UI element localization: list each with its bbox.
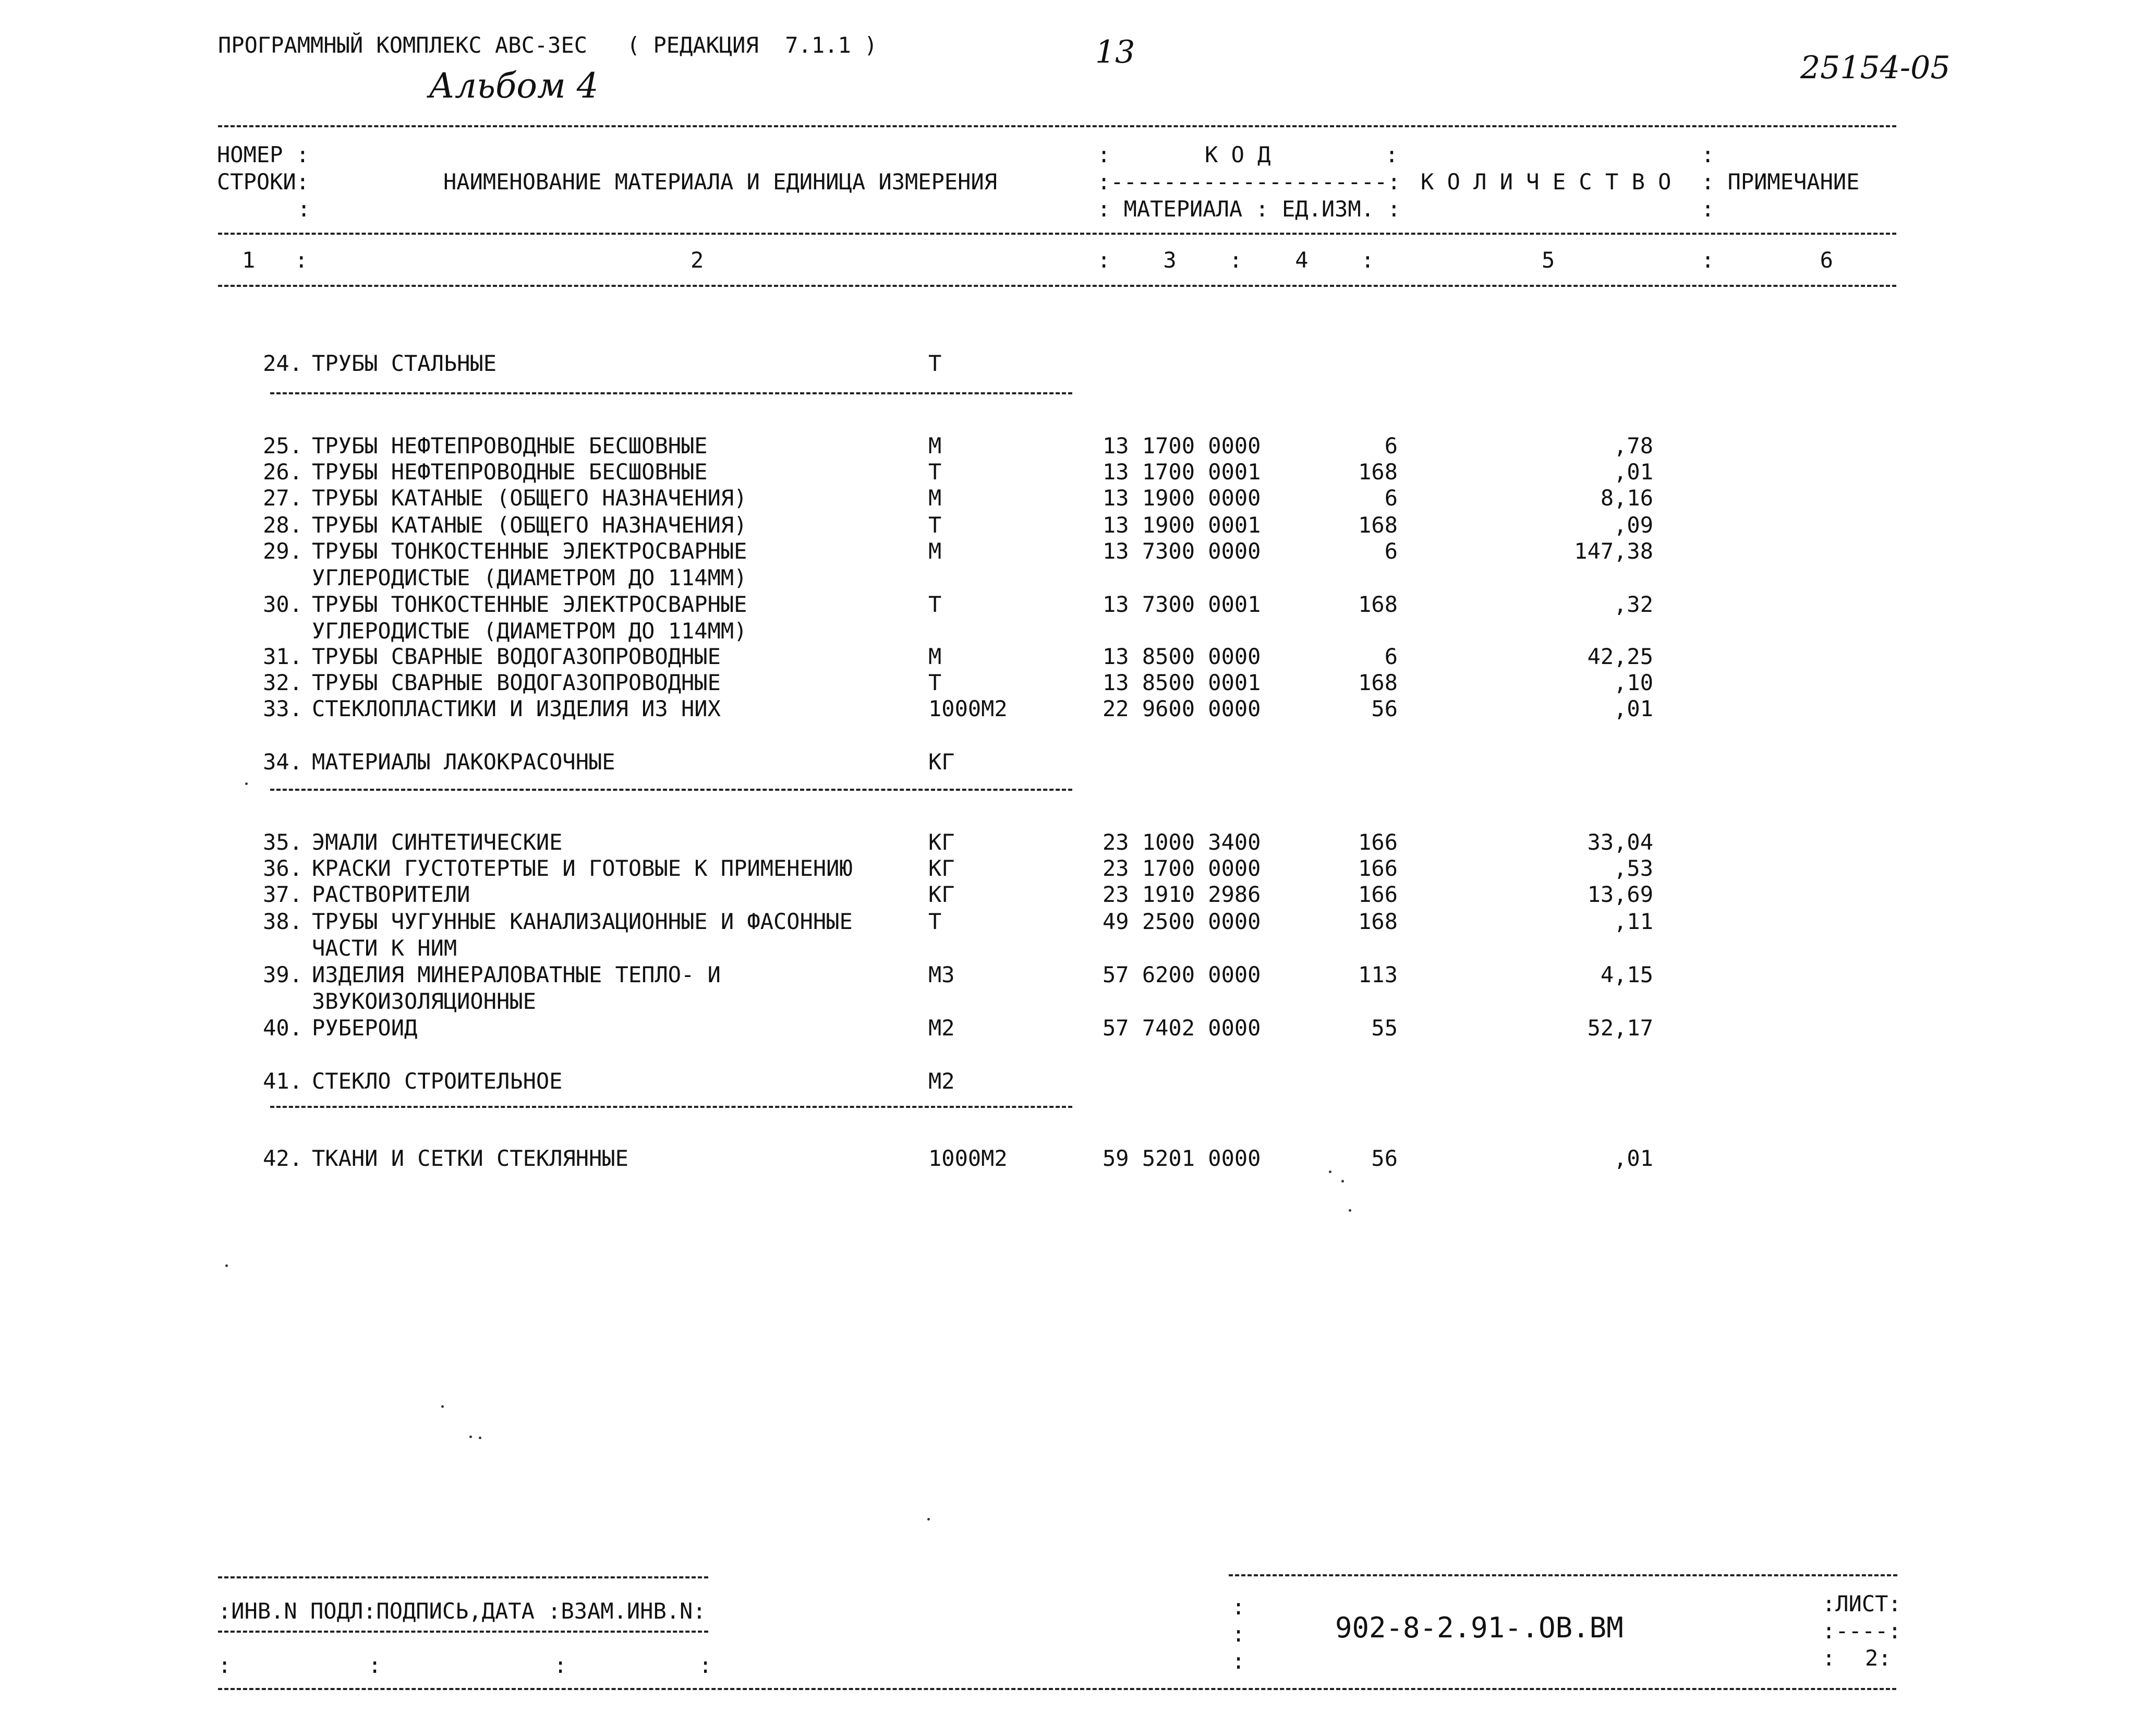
row-unit: КГ [928, 749, 955, 775]
scan-speck [441, 1405, 444, 1408]
scan-speck [479, 1437, 481, 1439]
footer-mid-sep-1: : [1232, 1594, 1245, 1620]
scan-speck [927, 1518, 930, 1521]
row-name: ТРУБЫ НЕФТЕПРОВОДНЫЕ БЕСШОВНЫЕ [312, 459, 708, 485]
row-unit: М [928, 538, 942, 564]
footer-bottom-rule [218, 1688, 1896, 1690]
row-material-code: 22 9600 0000 [1103, 696, 1261, 721]
row-name: ТРУБЫ СВАРНЫЕ ВОДОГАЗОПРОВОДНЫЕ [312, 644, 721, 669]
header-col2: НАИМЕНОВАНИЕ МАТЕРИАЛА И ЕДИНИЦА ИЗМЕРЕНИЯ [443, 169, 998, 195]
row-material-code: 13 8500 0001 [1103, 670, 1261, 695]
row-unit: КГ [928, 855, 955, 881]
row-unit-code: 56 [1371, 1145, 1398, 1171]
sheet-line: :----: [1822, 1618, 1901, 1644]
header-rule-bottom [218, 285, 1896, 287]
row-material-code: 23 1910 2986 [1103, 882, 1261, 907]
row-number: 28. [263, 512, 302, 538]
row-unit-code: 6 [1384, 485, 1398, 511]
group-rule-34 [270, 789, 1072, 791]
row-number: 29. [263, 538, 302, 564]
row-name: ТРУБЫ ЧУГУННЫЕ КАНАЛИЗАЦИОННЫЕ И ФАСОННЫЕ [312, 909, 853, 934]
sheet-prefix: : [1822, 1645, 1836, 1671]
colnum-1: 1 : [242, 247, 308, 273]
header-note: : ПРИМЕЧАНИЕ [1701, 169, 1860, 195]
row-unit: Т [928, 512, 942, 538]
row-unit-code: 166 [1358, 855, 1398, 881]
row-quantity: ,10 [1614, 670, 1653, 695]
row-number: 35. [263, 829, 302, 855]
row-material-code: 13 7300 0000 [1103, 538, 1261, 564]
row-number: 41. [263, 1068, 302, 1094]
footer-left-labels: :ИНВ.N ПОДЛ:ПОДПИСЬ,ДАТА :ВЗАМ.ИНВ.N: [218, 1598, 706, 1624]
header-sep-c1: : [1385, 142, 1399, 167]
row-name-continued: УГЛЕРОДИСТЫЕ (ДИАМЕТРОМ ДО 114ММ) [312, 618, 747, 644]
row-number: 39. [263, 962, 302, 987]
row-unit-code: 166 [1358, 882, 1398, 907]
sheet-number: 2: [1865, 1645, 1892, 1671]
row-material-code: 57 6200 0000 [1103, 962, 1261, 987]
row-quantity: ,78 [1614, 433, 1653, 459]
footer-left-sep-2: : [368, 1652, 382, 1678]
row-name: ТРУБЫ ТОНКОСТЕННЫЕ ЭЛЕКТРОСВАРНЫЕ [312, 538, 747, 564]
row-unit: М [928, 644, 942, 669]
row-material-code: 13 8500 0000 [1103, 644, 1261, 669]
footer-left-sep-3: : [554, 1652, 567, 1678]
row-name: КРАСКИ ГУСТОТЕРТЫЕ И ГОТОВЫЕ К ПРИМЕНЕНИЮ [312, 855, 853, 881]
group-rule-41 [270, 1106, 1072, 1108]
colnum-3-4: : 3 : 4 : [1097, 247, 1375, 273]
row-unit-code: 6 [1384, 644, 1398, 669]
row-material-code: 13 1900 0001 [1103, 512, 1261, 538]
row-number: 33. [263, 696, 302, 721]
row-unit-code: 168 [1358, 512, 1398, 538]
row-unit-code: 6 [1384, 538, 1398, 564]
page-number: 13 [1095, 34, 1135, 70]
row-unit-code: 166 [1358, 829, 1398, 855]
header-sep-b1: : [1701, 142, 1715, 167]
scan-speck [469, 1436, 472, 1438]
row-quantity: ,09 [1614, 512, 1653, 538]
row-number: 26. [263, 459, 302, 485]
row-name: РУБЕРОИД [312, 1015, 418, 1041]
row-unit: 1000М2 [928, 696, 1008, 721]
row-number: 42. [263, 1145, 302, 1171]
row-quantity: ,01 [1614, 459, 1653, 485]
footer-left-rule-2 [218, 1631, 708, 1633]
colnum-5: 5 [1542, 247, 1555, 273]
row-unit: Т [928, 670, 942, 695]
row-number: 40. [263, 1015, 302, 1041]
row-name: ТРУБЫ КАТАНЫЕ (ОБЩЕГО НАЗНАЧЕНИЯ) [312, 485, 747, 511]
row-name: ТКАНИ И СЕТКИ СТЕКЛЯННЫЕ [312, 1145, 628, 1171]
row-unit-code: 168 [1358, 670, 1398, 695]
row-quantity: 8,16 [1600, 485, 1653, 511]
row-material-code: 13 1900 0000 [1103, 485, 1261, 511]
row-material-code: 57 7402 0000 [1103, 1015, 1261, 1041]
row-unit-code: 6 [1384, 433, 1398, 459]
group-rule-24 [270, 392, 1072, 394]
row-name: СТЕКЛОПЛАСТИКИ И ИЗДЕЛИЯ ИЗ НИХ [312, 696, 721, 721]
row-unit-code: 168 [1358, 909, 1398, 934]
footer-mid-sep-2: : [1232, 1621, 1245, 1647]
row-number: 27. [263, 485, 302, 511]
row-quantity: 13,69 [1587, 882, 1653, 907]
row-unit: М2 [928, 1015, 955, 1041]
row-quantity: ,11 [1614, 909, 1653, 934]
row-unit: М [928, 433, 942, 459]
row-name: РАСТВОРИТЕЛИ [312, 882, 470, 907]
row-name: ТРУБЫ КАТАНЫЕ (ОБЩЕГО НАЗНАЧЕНИЯ) [312, 512, 747, 538]
header-col1-line2: СТРОКИ: [217, 169, 310, 195]
row-unit-code: 168 [1358, 592, 1398, 617]
scan-speck [1329, 1171, 1331, 1173]
row-name: СТЕКЛО СТРОИТЕЛЬНОЕ [312, 1068, 563, 1094]
footer-right-rule-top [1229, 1574, 1897, 1576]
header-sep-b3: : [1701, 196, 1715, 222]
row-name: ЭМАЛИ СИНТЕТИЧЕСКИЕ [312, 829, 563, 855]
sheet-label: :ЛИСТ: [1822, 1591, 1901, 1617]
row-unit: 1000М2 [928, 1145, 1008, 1171]
header-qty: К О Л И Ч Е С Т В О [1421, 169, 1671, 195]
footer-left-sep-4: : [699, 1652, 712, 1678]
row-material-code: 13 7300 0001 [1103, 592, 1261, 617]
row-unit: Т [928, 351, 942, 376]
row-name: МАТЕРИАЛЫ ЛАКОКРАСОЧНЫЕ [312, 749, 615, 775]
row-number: 31. [263, 644, 302, 669]
row-unit: Т [928, 909, 942, 934]
footer-left-sep-1: : [218, 1652, 232, 1678]
row-material-code: 59 5201 0000 [1103, 1145, 1261, 1171]
program-title: ПРОГРАММНЫЙ КОМПЛЕКС АВС-ЗЕС ( РЕДАКЦИЯ 7.1.1 ) [218, 32, 878, 58]
header-rule-mid [218, 233, 1896, 235]
row-number: 30. [263, 592, 302, 617]
footer-mid-sep-3: : [1232, 1648, 1245, 1674]
row-quantity: ,32 [1614, 592, 1653, 617]
row-material-code: 13 1700 0000 [1103, 433, 1261, 459]
row-number: 36. [263, 855, 302, 881]
row-unit-code: 168 [1358, 459, 1398, 485]
row-name: ТРУБЫ НЕФТЕПРОВОДНЫЕ БЕСШОВНЫЕ [312, 433, 708, 459]
row-number: 38. [263, 909, 302, 934]
row-material-code: 23 1000 3400 [1103, 829, 1261, 855]
header-kod-line: :---------------------: [1097, 169, 1401, 195]
row-unit-code: 55 [1371, 1015, 1398, 1041]
row-unit: Т [928, 459, 942, 485]
row-quantity: ,01 [1614, 696, 1653, 721]
row-quantity: 4,15 [1600, 962, 1653, 987]
row-name: ИЗДЕЛИЯ МИНЕРАЛОВАТНЫЕ ТЕПЛО- И [312, 962, 721, 987]
row-unit: Т [928, 592, 942, 617]
row-number: 37. [263, 882, 302, 907]
header-sep-a1: : [1097, 142, 1111, 167]
row-name: ТРУБЫ ТОНКОСТЕННЫЕ ЭЛЕКТРОСВАРНЫЕ [312, 592, 747, 617]
row-unit: КГ [928, 829, 955, 855]
row-material-code: 23 1700 0000 [1103, 855, 1261, 881]
scan-speck [245, 782, 248, 785]
row-name-continued: УГЛЕРОДИСТЫЕ (ДИАМЕТРОМ ДО 114ММ) [312, 565, 747, 590]
document-designation: 902-8-2.91-.ОВ.ВМ [1335, 1611, 1624, 1644]
row-number: 25. [263, 433, 302, 459]
row-unit: М3 [928, 962, 955, 987]
row-name: ТРУБЫ СТАЛЬНЫЕ [312, 351, 497, 376]
header-rule-top [218, 125, 1896, 127]
row-unit: КГ [928, 882, 955, 907]
row-name: ТРУБЫ СВАРНЫЕ ВОДОГАЗОПРОВОДНЫЕ [312, 670, 721, 695]
colnum-6: : 6 [1701, 247, 1833, 273]
colnum-2: 2 [691, 247, 704, 273]
row-quantity: 33,04 [1587, 829, 1653, 855]
row-unit: М [928, 485, 942, 511]
row-unit: М2 [928, 1068, 955, 1094]
row-unit-code: 56 [1371, 696, 1398, 721]
row-number: 34. [263, 749, 302, 775]
header-kod: К О Д [1205, 142, 1271, 167]
album-label: Альбом 4 [429, 66, 599, 106]
row-quantity: 52,17 [1587, 1015, 1653, 1041]
footer-left-rule-1 [218, 1576, 708, 1578]
header-kod-sub: : МАТЕРИАЛА : ЕД.ИЗМ. : [1097, 196, 1401, 222]
row-name-continued: ЧАСТИ К НИМ [312, 935, 457, 961]
scan-speck [1341, 1180, 1344, 1183]
scan-speck [225, 1264, 228, 1267]
row-name-continued: ЗВУКОИЗОЛЯЦИОННЫЕ [312, 988, 536, 1014]
scan-speck [1349, 1209, 1351, 1212]
row-quantity: 147,38 [1574, 538, 1653, 564]
row-number: 24. [263, 351, 302, 376]
row-quantity: ,53 [1614, 855, 1653, 881]
row-quantity: 42,25 [1587, 644, 1653, 669]
row-material-code: 49 2500 0000 [1103, 909, 1261, 934]
doc-code: 25154-05 [1800, 50, 1951, 86]
row-unit-code: 113 [1358, 962, 1398, 987]
header-col1-line3: : [297, 196, 311, 222]
row-quantity: ,01 [1614, 1145, 1653, 1171]
header-col1-line1: НОМЕР : [217, 142, 310, 167]
row-material-code: 13 1700 0001 [1103, 459, 1261, 485]
row-number: 32. [263, 670, 302, 695]
